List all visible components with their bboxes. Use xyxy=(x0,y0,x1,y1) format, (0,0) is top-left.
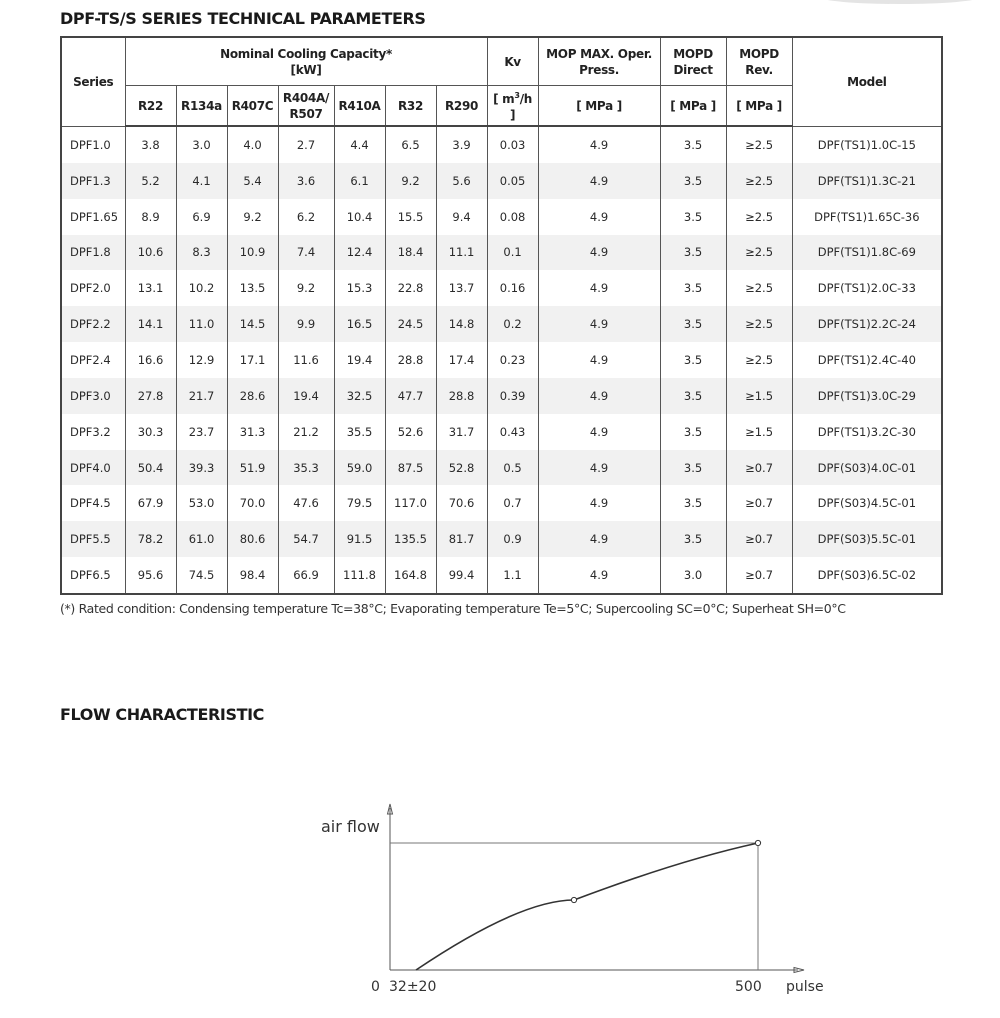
table-cell: 4.9 xyxy=(538,450,660,486)
table-cell: 14.5 xyxy=(227,306,278,342)
model-cell: DPF(TS1)3.2C-30 xyxy=(792,414,942,450)
table-cell: 22.8 xyxy=(385,270,436,306)
table-cell: 117.0 xyxy=(385,485,436,521)
table-row xyxy=(61,235,942,271)
table-cell: ≥1.5 xyxy=(726,378,792,414)
table-row xyxy=(61,378,942,414)
table-cell: 4.9 xyxy=(538,126,660,163)
table-row xyxy=(61,306,942,342)
mopd-rev-line1: MOPD xyxy=(739,46,779,61)
table-cell: 30.3 xyxy=(125,414,176,450)
model-cell: DPF(TS1)3.0C-29 xyxy=(792,378,942,414)
model-cell: DPF(S03)4.5C-01 xyxy=(792,485,942,521)
table-cell: 11.6 xyxy=(278,342,334,378)
table-cell: 52.8 xyxy=(436,450,487,486)
table-cell: 67.9 xyxy=(125,485,176,521)
table-cell: 28.8 xyxy=(436,378,487,414)
table-cell: ≥2.5 xyxy=(726,163,792,199)
table-cell: 3.5 xyxy=(660,342,726,378)
table-cell: 32.5 xyxy=(334,378,385,414)
table-cell: 4.9 xyxy=(538,306,660,342)
table-cell: 0.9 xyxy=(487,521,538,557)
table-cell: 17.4 xyxy=(436,342,487,378)
table-cell: 9.2 xyxy=(278,270,334,306)
decorative-shadow xyxy=(820,0,980,4)
table-cell: 0.39 xyxy=(487,378,538,414)
table-cell: ≥2.5 xyxy=(726,199,792,235)
capacity-unit: [kW] xyxy=(290,62,322,77)
table-cell: 8.3 xyxy=(176,235,227,271)
table-cell: 3.5 xyxy=(660,270,726,306)
model-cell: DPF(S03)6.5C-02 xyxy=(792,557,942,594)
mopd-direct-line1: MOPD xyxy=(673,46,713,61)
table-cell: 15.3 xyxy=(334,270,385,306)
x-axis-label: pulse xyxy=(786,979,824,995)
table-cell: 23.7 xyxy=(176,414,227,450)
table-cell: 11.1 xyxy=(436,235,487,271)
capacity-label: Nominal Cooling Capacity* xyxy=(220,46,392,61)
table-cell: 9.9 xyxy=(278,306,334,342)
table-cell: 1.1 xyxy=(487,557,538,594)
section-title-flow: FLOW CHARACTERISTIC xyxy=(60,705,264,724)
table-cell: 4.9 xyxy=(538,521,660,557)
header-mopd-direct-unit: [ MPa ] xyxy=(660,86,726,127)
model-cell: DPF(TS1)1.3C-21 xyxy=(792,163,942,199)
table-cell: 10.4 xyxy=(334,199,385,235)
table-cell: 51.9 xyxy=(227,450,278,486)
table-cell: 24.5 xyxy=(385,306,436,342)
header-r22: R22 xyxy=(125,86,176,127)
table-cell: 35.5 xyxy=(334,414,385,450)
mopd-direct-line2: Direct xyxy=(673,62,713,77)
table-cell: 31.3 xyxy=(227,414,278,450)
series-cell: DPF3.2 xyxy=(61,414,125,450)
table-cell: 3.6 xyxy=(278,163,334,199)
table-cell: 13.5 xyxy=(227,270,278,306)
table-cell: 3.5 xyxy=(660,450,726,486)
table-cell: 99.4 xyxy=(436,557,487,594)
table-cell: 9.4 xyxy=(436,199,487,235)
header-mop-unit: [ MPa ] xyxy=(538,86,660,127)
series-cell: DPF6.5 xyxy=(61,557,125,594)
table-cell: 66.9 xyxy=(278,557,334,594)
table-cell: 3.9 xyxy=(436,126,487,163)
table-cell: 3.5 xyxy=(660,235,726,271)
series-cell: DPF3.0 xyxy=(61,378,125,414)
mop-label-line1: MOP MAX. Oper. xyxy=(546,46,652,61)
header-r404a-r507 xyxy=(278,86,334,127)
table-cell: 4.9 xyxy=(538,557,660,594)
table-row xyxy=(61,450,942,486)
table-cell: 0.08 xyxy=(487,199,538,235)
table-cell: 19.4 xyxy=(278,378,334,414)
header-mop-max xyxy=(538,37,660,86)
series-cell: DPF2.4 xyxy=(61,342,125,378)
table-cell: ≥2.5 xyxy=(726,342,792,378)
header-mopd-direct xyxy=(660,37,726,86)
table-cell: ≥2.5 xyxy=(726,270,792,306)
table-cell: 21.7 xyxy=(176,378,227,414)
table-cell: 0.43 xyxy=(487,414,538,450)
header-r290: R290 xyxy=(436,86,487,127)
table-cell: 4.9 xyxy=(538,235,660,271)
table-cell: 7.4 xyxy=(278,235,334,271)
table-cell: 3.0 xyxy=(176,126,227,163)
table-cell: 79.5 xyxy=(334,485,385,521)
table-cell: 12.9 xyxy=(176,342,227,378)
header-r410a: R410A xyxy=(334,86,385,127)
table-cell: 3.5 xyxy=(660,485,726,521)
series-cell: DPF1.3 xyxy=(61,163,125,199)
table-cell: 95.6 xyxy=(125,557,176,594)
table-cell: 28.6 xyxy=(227,378,278,414)
table-cell: 17.1 xyxy=(227,342,278,378)
table-row xyxy=(61,199,942,235)
table-cell: 5.4 xyxy=(227,163,278,199)
table-row xyxy=(61,557,942,594)
table-cell: 61.0 xyxy=(176,521,227,557)
table-cell: 11.0 xyxy=(176,306,227,342)
table-cell: 4.9 xyxy=(538,163,660,199)
table-cell: 111.8 xyxy=(334,557,385,594)
table-cell: 3.5 xyxy=(660,414,726,450)
table-cell: 4.9 xyxy=(538,342,660,378)
table-cell: 0.5 xyxy=(487,450,538,486)
table-cell: ≥2.5 xyxy=(726,235,792,271)
start-pulse-label: 32±20 xyxy=(389,979,437,995)
table-cell: 4.9 xyxy=(538,414,660,450)
model-cell: DPF(TS1)1.0C-15 xyxy=(792,126,942,163)
header-model: Model xyxy=(792,37,942,126)
table-cell: 3.5 xyxy=(660,163,726,199)
table-cell: 87.5 xyxy=(385,450,436,486)
table-row xyxy=(61,270,942,306)
table-row xyxy=(61,342,942,378)
technical-parameters-table xyxy=(60,36,943,595)
table-cell: 5.6 xyxy=(436,163,487,199)
table-cell: ≥2.5 xyxy=(726,126,792,163)
table-cell: 0.05 xyxy=(487,163,538,199)
table-body xyxy=(61,126,942,594)
table-cell: 9.2 xyxy=(227,199,278,235)
table-cell: ≥0.7 xyxy=(726,557,792,594)
table-cell: ≥1.5 xyxy=(726,414,792,450)
table-cell: 98.4 xyxy=(227,557,278,594)
table-cell: 135.5 xyxy=(385,521,436,557)
kv-unit-post: /h ] xyxy=(509,92,533,122)
table-cell: 78.2 xyxy=(125,521,176,557)
y-axis-label: air flow xyxy=(321,817,380,836)
header-nominal-cooling-capacity xyxy=(125,37,487,86)
table-cell: 31.7 xyxy=(436,414,487,450)
header-mopd-rev-unit: [ MPa ] xyxy=(726,86,792,127)
table-cell: 6.9 xyxy=(176,199,227,235)
table-cell: 10.9 xyxy=(227,235,278,271)
model-cell: DPF(TS1)2.2C-24 xyxy=(792,306,942,342)
header-kv-unit xyxy=(487,86,538,127)
table-cell: 70.0 xyxy=(227,485,278,521)
table-cell: 14.8 xyxy=(436,306,487,342)
table-cell: 47.6 xyxy=(278,485,334,521)
mopd-rev-line2: Rev. xyxy=(745,62,773,77)
table-cell: 0.1 xyxy=(487,235,538,271)
header-r407c: R407C xyxy=(227,86,278,127)
table-cell: 4.9 xyxy=(538,378,660,414)
table-cell: 21.2 xyxy=(278,414,334,450)
table-cell: 27.8 xyxy=(125,378,176,414)
table-cell: 10.6 xyxy=(125,235,176,271)
table-cell: ≥0.7 xyxy=(726,450,792,486)
table-cell: 10.2 xyxy=(176,270,227,306)
header-row-1 xyxy=(61,37,942,86)
table-cell: 4.9 xyxy=(538,485,660,521)
table-cell: 15.5 xyxy=(385,199,436,235)
table-cell: 3.0 xyxy=(660,557,726,594)
header-kv: Kv xyxy=(487,37,538,86)
end-pulse-label: 500 xyxy=(735,979,762,995)
model-cell: DPF(TS1)2.0C-33 xyxy=(792,270,942,306)
table-row xyxy=(61,163,942,199)
table-cell: 18.4 xyxy=(385,235,436,271)
table-cell: 12.4 xyxy=(334,235,385,271)
table-cell: 3.5 xyxy=(660,199,726,235)
table-cell: 91.5 xyxy=(334,521,385,557)
series-cell: DPF1.8 xyxy=(61,235,125,271)
flow-curve xyxy=(416,843,758,970)
table-cell: 16.5 xyxy=(334,306,385,342)
table-cell: 14.1 xyxy=(125,306,176,342)
header-series: Series xyxy=(61,37,125,126)
table-row xyxy=(61,126,942,163)
table-cell: 16.6 xyxy=(125,342,176,378)
r404a-label: R404A/ xyxy=(282,90,330,105)
table-cell: 8.9 xyxy=(125,199,176,235)
table-cell: 5.2 xyxy=(125,163,176,199)
table-cell: 0.2 xyxy=(487,306,538,342)
table-cell: 19.4 xyxy=(334,342,385,378)
table-cell: 4.4 xyxy=(334,126,385,163)
series-cell: DPF2.2 xyxy=(61,306,125,342)
curve-endpoint xyxy=(755,840,760,845)
model-cell: DPF(S03)5.5C-01 xyxy=(792,521,942,557)
table-cell: 53.0 xyxy=(176,485,227,521)
series-cell: DPF5.5 xyxy=(61,521,125,557)
table-cell: 3.5 xyxy=(660,126,726,163)
series-cell: DPF1.0 xyxy=(61,126,125,163)
table-cell: 3.5 xyxy=(660,378,726,414)
table-cell: 4.9 xyxy=(538,270,660,306)
table-row xyxy=(61,485,942,521)
table-cell: 6.2 xyxy=(278,199,334,235)
table-cell: 13.7 xyxy=(436,270,487,306)
header-r32: R32 xyxy=(385,86,436,127)
table-cell: 50.4 xyxy=(125,450,176,486)
table-row xyxy=(61,521,942,557)
table-cell: 0.23 xyxy=(487,342,538,378)
table-cell: 70.6 xyxy=(436,485,487,521)
r507-label: R507 xyxy=(289,106,323,121)
mop-label-line2: Press. xyxy=(579,62,620,77)
table-cell: 6.1 xyxy=(334,163,385,199)
table-cell: 9.2 xyxy=(385,163,436,199)
table-cell: 80.6 xyxy=(227,521,278,557)
model-cell: DPF(S03)4.0C-01 xyxy=(792,450,942,486)
table-cell: 3.5 xyxy=(660,521,726,557)
curve-midpoint xyxy=(571,897,576,902)
table-cell: 4.1 xyxy=(176,163,227,199)
series-cell: DPF2.0 xyxy=(61,270,125,306)
origin-label: 0 xyxy=(371,979,380,995)
model-cell: DPF(TS1)2.4C-40 xyxy=(792,342,942,378)
table-cell: 4.0 xyxy=(227,126,278,163)
flow-characteristic-chart xyxy=(0,790,1000,1005)
page-title: DPF-TS/S SERIES TECHNICAL PARAMETERS xyxy=(60,9,426,28)
kv-unit-sup: 3 xyxy=(514,91,520,100)
table-cell: 0.16 xyxy=(487,270,538,306)
table-cell: 28.8 xyxy=(385,342,436,378)
series-cell: DPF4.0 xyxy=(61,450,125,486)
table-cell: ≥0.7 xyxy=(726,521,792,557)
table-cell: 164.8 xyxy=(385,557,436,594)
model-cell: DPF(TS1)1.65C-36 xyxy=(792,199,942,235)
table-cell: ≥2.5 xyxy=(726,306,792,342)
table-cell: 3.5 xyxy=(660,306,726,342)
table-cell: 81.7 xyxy=(436,521,487,557)
kv-unit-pre: [ m xyxy=(493,92,515,106)
table-cell: 39.3 xyxy=(176,450,227,486)
table-cell: 52.6 xyxy=(385,414,436,450)
table-cell: 0.7 xyxy=(487,485,538,521)
model-cell: DPF(TS1)1.8C-69 xyxy=(792,235,942,271)
table-cell: 13.1 xyxy=(125,270,176,306)
table-cell: 3.8 xyxy=(125,126,176,163)
table-cell: 47.7 xyxy=(385,378,436,414)
footnote: (*) Rated condition: Condensing temperature Tc=38°C; Evaporating temperature Te=5°C; Supercooling SC=0°C; Superheat SH=0°C xyxy=(60,601,846,616)
table-cell: 0.03 xyxy=(487,126,538,163)
table-cell: 4.9 xyxy=(538,199,660,235)
table-cell: 59.0 xyxy=(334,450,385,486)
header-r134a: R134a xyxy=(176,86,227,127)
table-row xyxy=(61,414,942,450)
table-cell: 54.7 xyxy=(278,521,334,557)
table-cell: 74.5 xyxy=(176,557,227,594)
header-mopd-rev xyxy=(726,37,792,86)
series-cell: DPF4.5 xyxy=(61,485,125,521)
series-cell: DPF1.65 xyxy=(61,199,125,235)
table-cell: ≥0.7 xyxy=(726,485,792,521)
table-cell: 35.3 xyxy=(278,450,334,486)
table-cell: 2.7 xyxy=(278,126,334,163)
table-cell: 6.5 xyxy=(385,126,436,163)
